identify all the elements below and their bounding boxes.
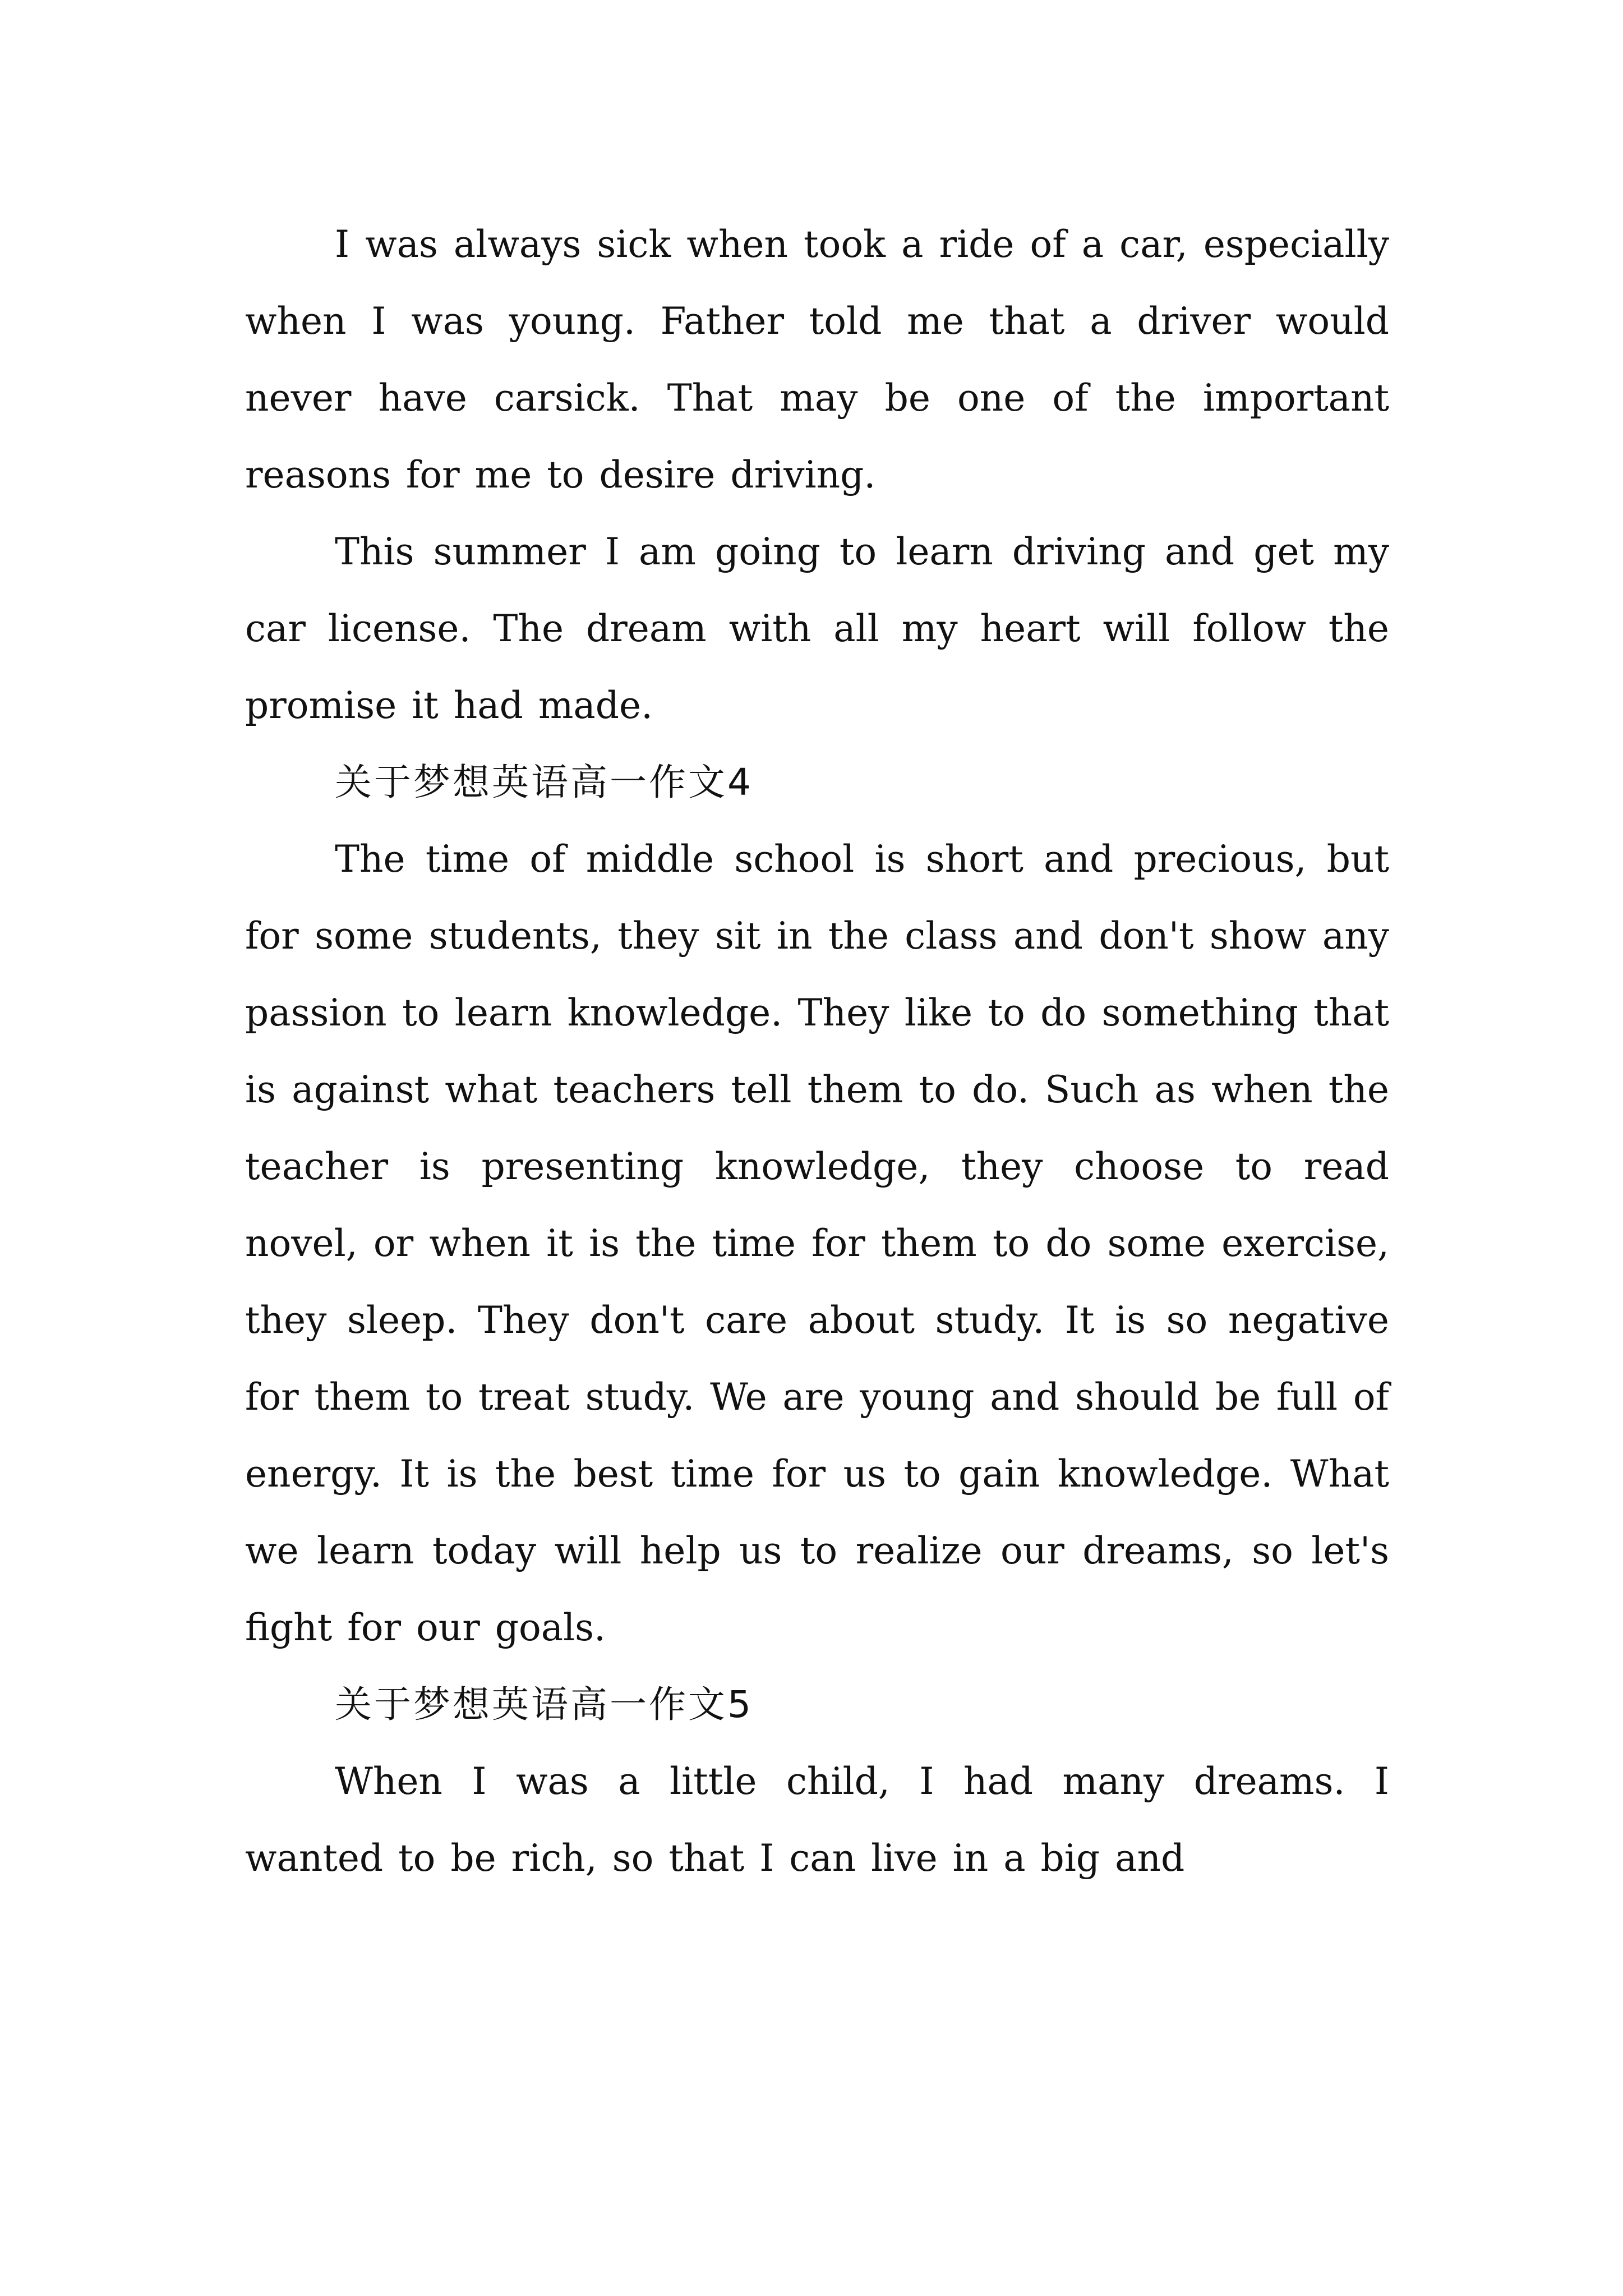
paragraph-little-child: When I was a little child, I had many dreams. I wanted to be rich, so that I can live in a big and xyxy=(245,1760,1389,1880)
essay-heading-4: 关于梦想英语高一作文4 xyxy=(335,761,753,804)
paragraph-carsick: I was always sick when took a ride of a car, especially when I was young. Father told me that a driver would never have carsick. That may be one of the important reasons for me to desire driving. xyxy=(245,223,1389,496)
essay-heading-5: 关于梦想英语高一作文5 xyxy=(335,1683,753,1726)
paragraph-middle-school: The time of middle school is short and precious, but for some students, they sit in the class and don't show any passion to learn knowledge. They like to do something that is against what teachers tell them to do. Such as when the teacher is presenting knowledge, they choose to read novel, or when it is the time for them to do some exercise, they sleep. They don't care about study. It is so negative for them to treat study. We are young and should be full of energy. It is the best time for us to gain knowledge. What we learn today will help us to realize our dreams, so let's fight for our goals. xyxy=(245,838,1389,1649)
paragraph-driving-license: This summer I am going to learn driving and get my car license. The dream with all my heart will follow the promise it had made. xyxy=(245,530,1389,727)
document-body xyxy=(245,206,1389,1897)
